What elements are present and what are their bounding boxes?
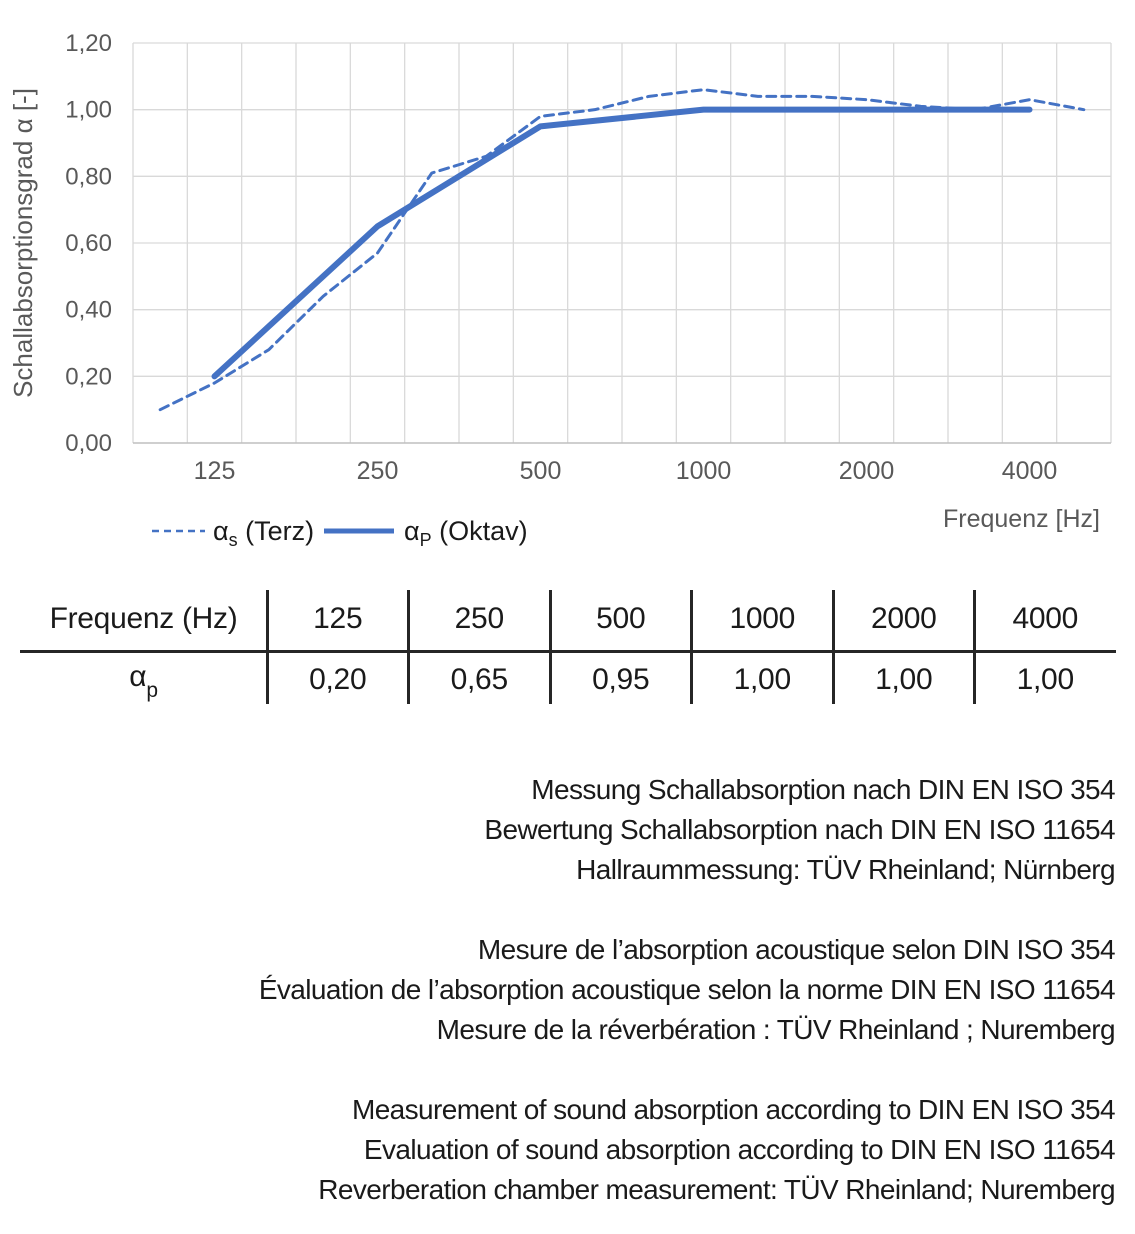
table-column-divider <box>973 590 976 704</box>
table-value-cell: 1,00 <box>875 662 933 696</box>
table-frequency-cell: 250 <box>454 602 504 635</box>
note-line-german: Hallraummessung: TÜV Rheinland; Nürnberg <box>576 854 1115 885</box>
y-tick-label: 0,80 <box>65 163 112 191</box>
table-column-divider <box>832 590 835 704</box>
table-header-frequency: Frequenz (Hz) <box>49 602 238 635</box>
absorption-chart <box>0 0 1135 560</box>
note-line-german: Messung Schallabsorption nach DIN EN ISO 354 <box>531 774 1115 805</box>
table-header-row <box>20 588 1116 650</box>
y-axis-title: Schallabsorptionsgrad α [-] <box>8 88 38 398</box>
table-value-cell: 1,00 <box>1016 662 1074 696</box>
x-tick-label: 1000 <box>675 457 732 485</box>
table-frequency-cell: 4000 <box>1012 602 1079 635</box>
table-frequency-cell: 2000 <box>870 602 937 635</box>
chart-area <box>0 0 1135 565</box>
note-english <box>20 1090 1115 1210</box>
absorption-table <box>20 588 1116 706</box>
note-line-french: Mesure de l’absorption acoustique selon DIN ISO 354 <box>477 934 1115 965</box>
table-column-divider <box>549 590 552 704</box>
x-axis-tick-labels <box>194 457 1058 485</box>
table-frequency-cell: 1000 <box>729 602 796 635</box>
table-frequency-cell: 500 <box>596 602 646 635</box>
x-tick-label: 500 <box>519 457 562 485</box>
note-line-english: Evaluation of sound absorption according to DIN EN ISO 11654 <box>363 1134 1115 1165</box>
note-german <box>20 770 1115 890</box>
x-tick-label: 250 <box>356 457 399 485</box>
chart-legend <box>152 516 528 550</box>
note-line-german: Bewertung Schallabsorption nach DIN EN ISO 11654 <box>484 814 1115 845</box>
table-value-cell: 0,95 <box>592 662 650 696</box>
table-frequency-cell: 125 <box>313 602 363 635</box>
y-tick-label: 0,60 <box>65 230 112 257</box>
table-value-cell: 1,00 <box>733 662 791 696</box>
table-column-divider <box>266 590 269 704</box>
table-value-cell: 0,20 <box>309 662 367 696</box>
x-tick-label: 125 <box>193 457 236 485</box>
note-line-english: Measurement of sound absorption according to DIN EN ISO 354 <box>351 1094 1115 1125</box>
x-axis-title: Frequenz [Hz] <box>942 505 1100 533</box>
y-axis-tick-labels <box>65 30 112 457</box>
table-column-divider <box>690 590 693 704</box>
table-value-cell: 0,65 <box>450 662 508 696</box>
note-line-english: Reverberation chamber measurement: TÜV Rheinland; Nuremberg <box>318 1174 1115 1205</box>
table-row-label-alpha-p: $\alpha_p$ <box>129 660 158 702</box>
y-tick-label: 0,40 <box>65 296 112 324</box>
y-tick-label: 0,00 <box>65 430 112 457</box>
x-tick-label: 4000 <box>1001 457 1058 485</box>
x-tick-label: 2000 <box>838 457 895 485</box>
note-line-french: Évaluation de l’absorption acoustique selon la norme DIN EN ISO 11654 <box>258 974 1115 1005</box>
note-french <box>20 930 1115 1050</box>
y-tick-label: 0,20 <box>65 363 112 391</box>
table-column-divider <box>407 590 410 704</box>
y-tick-label: 1,00 <box>65 96 112 124</box>
note-line-french: Mesure de la réverbération : TÜV Rheinland ; Nuremberg <box>436 1014 1115 1045</box>
legend-label: $\alpha_P$ (Oktav) <box>404 516 528 550</box>
y-tick-label: 1,20 <box>65 30 112 57</box>
table-value-row <box>20 653 1116 706</box>
legend-label: $\alpha_s$ (Terz) <box>213 516 315 550</box>
